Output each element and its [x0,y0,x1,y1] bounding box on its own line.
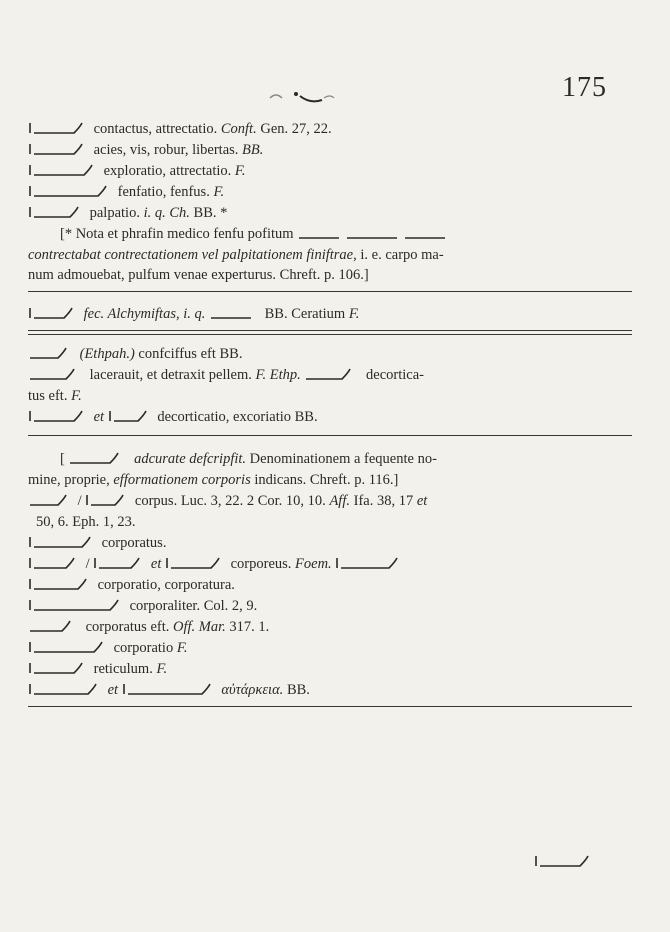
syriac-headword [28,306,74,320]
syriac-headword [28,205,80,219]
entry-corporatus: corporatus. [28,534,628,552]
entry-acies: acies, vis, robur, libertas. BB. [28,141,628,159]
note-line-1: [* Nota et phrafin medico fenfu pofitum [60,225,660,243]
syriac-headword [28,640,104,654]
entry-corpus-cont: 50, 6. Eph. 1, 23. [36,514,136,530]
syriac-headword [28,535,92,549]
entry-adcurate: [ adcurate defcripfit. Denominationem a fequente no- [60,451,437,467]
section-divider-thin [28,334,632,335]
entry-ceratium: fec. Alchymiftas, i. q. BB. Ceratium F. [28,305,628,323]
syriac-headword [28,661,84,675]
entry-corporatio: corporatio, corporatura. [28,576,628,594]
syriac-headword [28,619,76,633]
note-line-2: contrectabat contrectationem vel palpitationem finiftrae, i. e. carpo ma- [28,247,444,263]
catchword [532,852,592,870]
entry-corporatio-f: corporatio F. [28,639,628,657]
section-divider [28,291,632,292]
entry-corporatus-est: corporatus eft. Off. Mar. 317. 1. [28,618,628,636]
entry-lacerauit: lacerauit, et detraxit pellem. F. Ethp. decortica- [28,366,628,384]
entry-autarkeia: et αὐτάρκεια. BB. [28,681,628,699]
entry-fensatio: fenfatio, fenfus. F. [28,183,628,201]
entry-decorticatio: et decorticatio, excoriatio BB. [28,408,628,426]
entry-corpus: / corpus. Luc. 3, 22. 2 Cor. 10, 10. Aff. Ifa. 38, 17 et [28,492,628,510]
syriac-headword [28,682,98,696]
syriac-headword [28,184,108,198]
syriac-headword [122,682,212,696]
syriac-headword [165,556,221,570]
syriac-headword [28,163,94,177]
section-divider [28,435,632,436]
syriac-headword [304,367,356,381]
entry-corporaliter: corporaliter. Col. 2, 9. [28,597,628,615]
note-line-3: num admouebat, pulfum venae experturus. Chreft. p. 106.] [28,267,369,283]
syriac-phrase [297,226,447,240]
entry-lacerauit-cont: tus eft. F. [28,388,82,404]
entry-ethpah: (Ethpah.) confciffus eft BB. [28,345,628,363]
entry-exploratio: exploratio, attrectatio. F. [28,162,628,180]
entry-corporeus: / et corporeus. Foem. [28,555,628,573]
header-ornament [262,86,342,106]
syriac-headword [335,556,399,570]
syriac-headword [68,451,124,465]
syriac-synonym [209,306,255,320]
syriac-headword [93,556,141,570]
syriac-headword [28,142,84,156]
syriac-headword [108,409,148,423]
syriac-headword [28,346,70,360]
syriac-headword [85,493,125,507]
entry-adcurate-cont: mine, proprie, efformationem corporis indicans. Chreft. p. 116.] [28,472,399,488]
entry-reticulum: reticulum. F. [28,660,628,678]
syriac-headword [28,409,84,423]
syriac-headword [28,493,68,507]
entry-contactus: contactus, attrectatio. Conft. Gen. 27, 22. [28,120,628,138]
section-divider [28,330,632,331]
syriac-headword [28,556,76,570]
page-number: 175 [562,72,607,103]
section-divider [28,706,632,707]
syriac-headword [28,121,84,135]
syriac-headword [28,577,88,591]
syriac-headword [28,367,80,381]
syriac-headword [28,598,120,612]
entry-palpatio: palpatio. i. q. Ch. BB. * [28,204,628,222]
